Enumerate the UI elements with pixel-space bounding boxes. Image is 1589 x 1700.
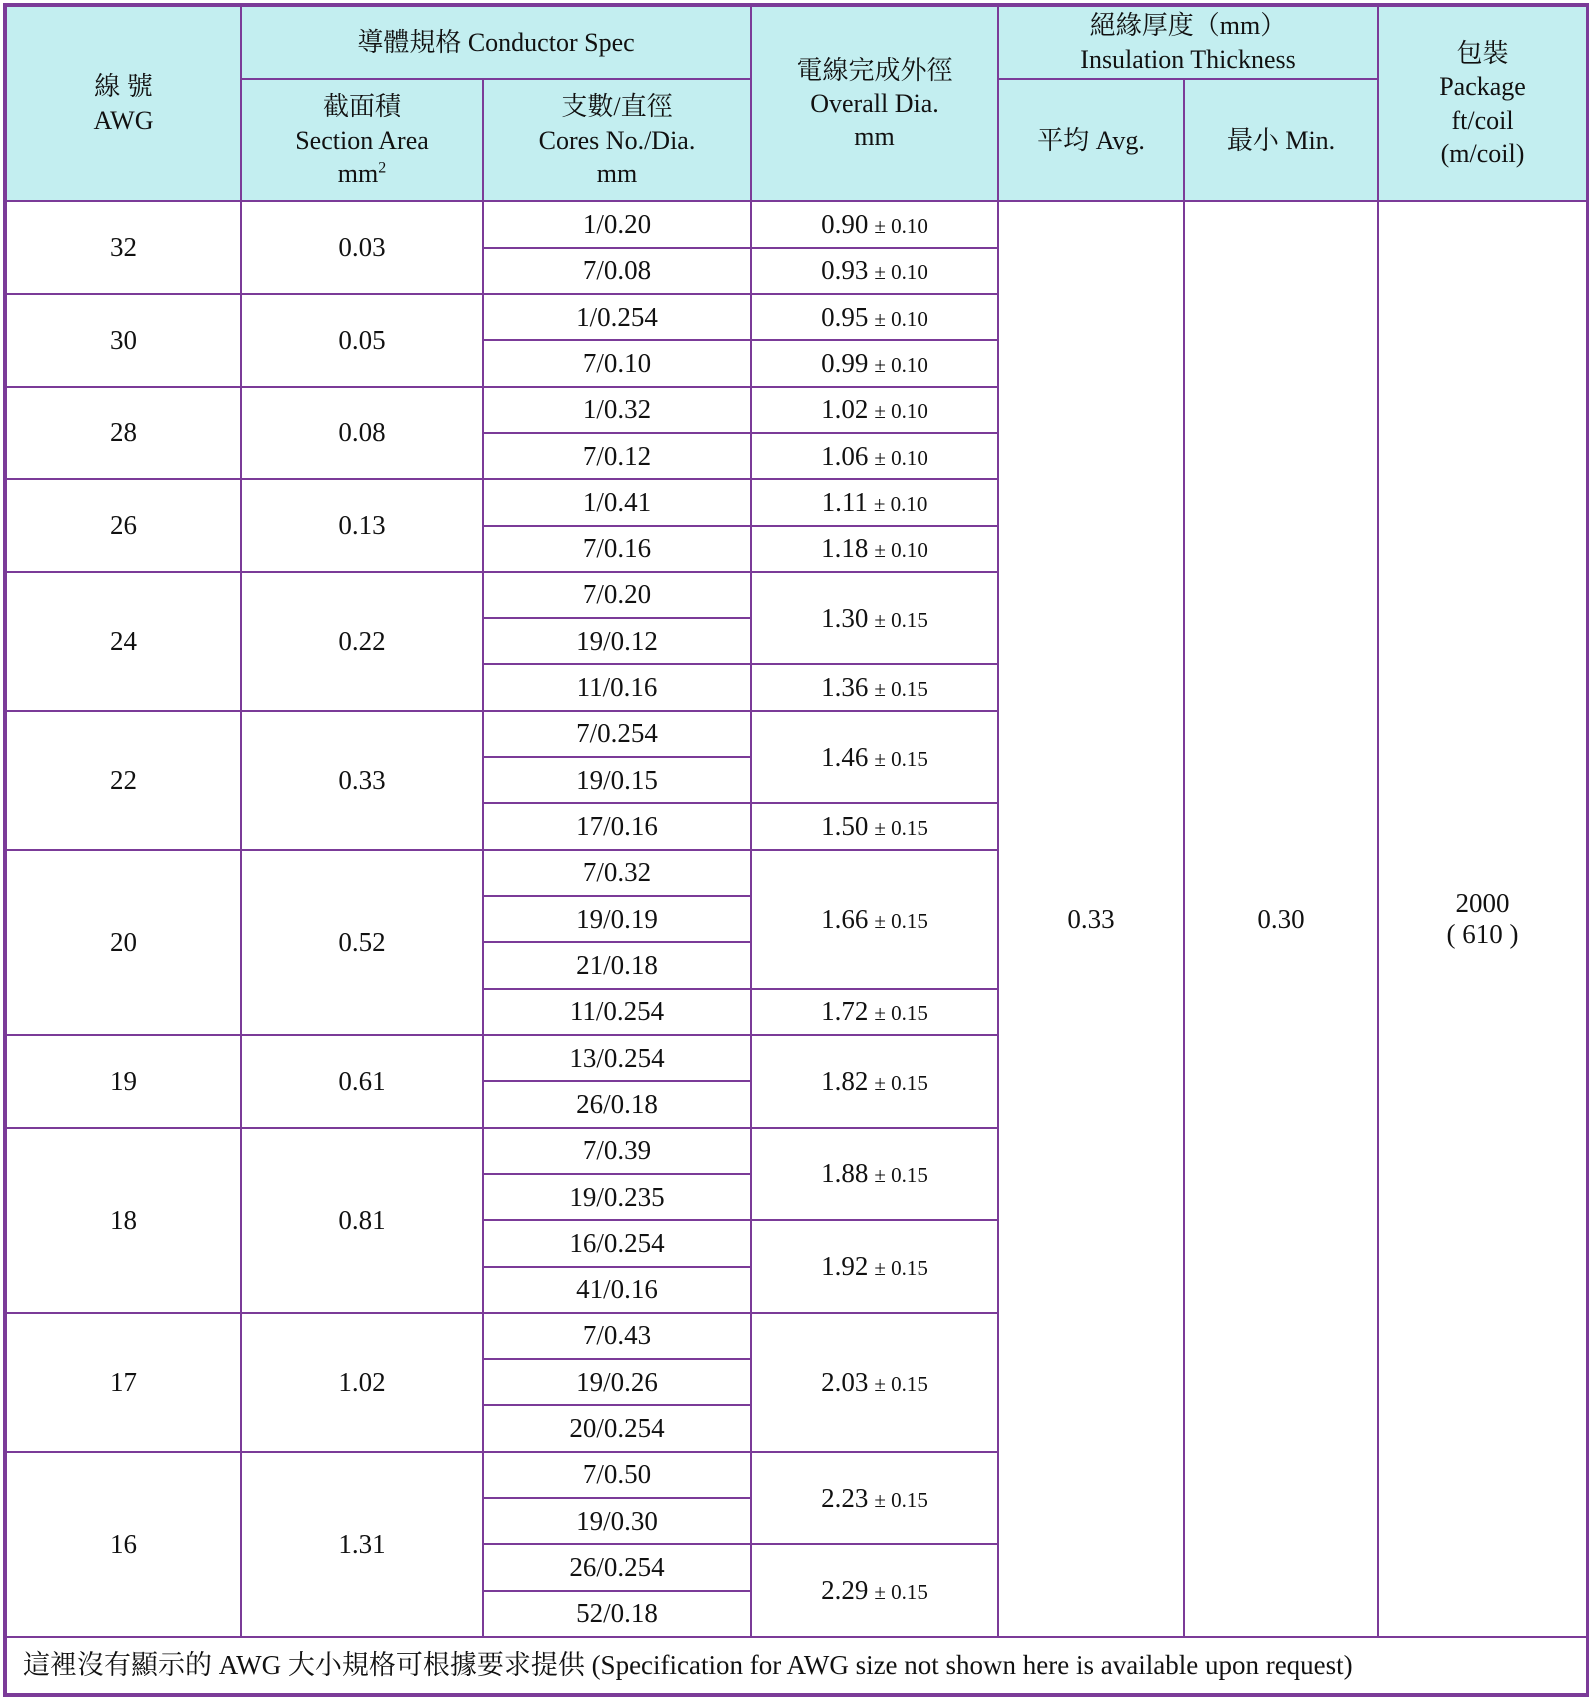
- awg-cell: 24: [5, 572, 241, 711]
- cores-cell: 11/0.254: [483, 989, 751, 1035]
- tolerance-value: ± 0.10: [874, 399, 928, 424]
- section-area-cell: 0.33: [241, 711, 483, 850]
- overall-dia-cell: [751, 340, 998, 386]
- overall-dia-cell: [751, 850, 998, 989]
- insulation-avg-value: 0.33: [998, 201, 1184, 1637]
- overall-dia-cell: [751, 989, 998, 1035]
- cores-cell: 19/0.235: [483, 1174, 751, 1220]
- header-pkg-ft: ft/coil: [1451, 105, 1514, 135]
- tolerance-value: ± 0.15: [874, 1070, 928, 1095]
- overall-dia-cell: [751, 201, 998, 247]
- cores-cell: 19/0.26: [483, 1359, 751, 1405]
- tolerance-value: ± 0.10: [874, 352, 928, 377]
- header-avg: 平均 Avg.: [998, 79, 1184, 201]
- cores-cell: 19/0.19: [483, 896, 751, 942]
- header-package: [1378, 5, 1588, 201]
- overall-dia-cell: [751, 803, 998, 849]
- overall-dia-value: 1.88: [821, 1158, 869, 1189]
- header-cores-en: Cores No./Dia.: [538, 125, 696, 155]
- tolerance-value: ± 0.15: [874, 1371, 928, 1396]
- cores-cell: 7/0.39: [483, 1128, 751, 1174]
- overall-dia-value: 0.93: [821, 255, 869, 286]
- insulation-min-value: 0.30: [1184, 201, 1378, 1637]
- header-pkg-en: Package: [1439, 72, 1526, 102]
- overall-dia-value: 0.99: [821, 347, 869, 378]
- tolerance-value: ± 0.10: [874, 538, 928, 563]
- table-row: [5, 201, 1588, 247]
- overall-dia-value: 2.23: [821, 1482, 869, 1513]
- overall-dia-value: 1.66: [821, 903, 869, 934]
- awg-cell: 22: [5, 711, 241, 850]
- overall-dia-value: 2.03: [821, 1366, 869, 1397]
- header-awg-en: AWG: [93, 105, 154, 135]
- header-cores-cn: 支數/直徑: [561, 92, 673, 122]
- awg-cell: 18: [5, 1128, 241, 1313]
- section-area-cell: 0.22: [241, 572, 483, 711]
- cores-cell: 1/0.41: [483, 479, 751, 525]
- package-m: ( 610 ): [1446, 919, 1519, 950]
- cores-cell: 19/0.30: [483, 1498, 751, 1544]
- section-area-cell: 0.61: [241, 1035, 483, 1128]
- cores-cell: 19/0.15: [483, 757, 751, 803]
- tolerance-value: ± 0.10: [874, 213, 928, 238]
- tolerance-value: ± 0.10: [874, 260, 928, 285]
- cores-cell: 7/0.254: [483, 711, 751, 757]
- package-ft: 2000: [1455, 888, 1510, 919]
- overall-dia-value: 1.50: [821, 811, 869, 842]
- header-awg-cn: 線 號: [94, 72, 153, 102]
- header-od-en: Overall Dia.: [810, 89, 939, 119]
- awg-cell: 19: [5, 1035, 241, 1128]
- header-area-unit-sup: 2: [378, 159, 387, 177]
- cores-cell: 52/0.18: [483, 1591, 751, 1637]
- cores-cell: 7/0.43: [483, 1313, 751, 1359]
- cores-cell: 21/0.18: [483, 942, 751, 988]
- section-area-cell: 1.31: [241, 1452, 483, 1637]
- overall-dia-cell: [751, 1128, 998, 1221]
- overall-dia-value: 1.82: [821, 1065, 869, 1096]
- cores-cell: 13/0.254: [483, 1035, 751, 1081]
- header-min: 最小 Min.: [1184, 79, 1378, 201]
- awg-cell: 16: [5, 1452, 241, 1637]
- tolerance-value: ± 0.15: [874, 908, 928, 933]
- awg-cell: 17: [5, 1313, 241, 1452]
- overall-dia-cell: [751, 711, 998, 804]
- tolerance-value: ± 0.15: [874, 1163, 928, 1188]
- overall-dia-value: 0.95: [821, 301, 869, 332]
- overall-dia-cell: [751, 1035, 998, 1128]
- header-area-en: Section Area: [295, 125, 429, 155]
- overall-dia-cell: [751, 1313, 998, 1452]
- tolerance-value: ± 0.10: [873, 491, 928, 516]
- tolerance-value: ± 0.10: [874, 445, 928, 470]
- overall-dia-cell: [751, 572, 998, 665]
- overall-dia-cell: [751, 294, 998, 340]
- cores-cell: 19/0.12: [483, 618, 751, 664]
- overall-dia-value: 1.72: [821, 996, 869, 1027]
- footnote: 這裡沒有顯示的 AWG 大小規格可根據要求提供 (Specification for AWG size not shown here is available upon request): [5, 1637, 1588, 1695]
- overall-dia-cell: [751, 1544, 998, 1637]
- tolerance-value: ± 0.15: [874, 607, 928, 632]
- cores-cell: 1/0.32: [483, 387, 751, 433]
- tolerance-value: ± 0.15: [874, 816, 928, 841]
- header-cores-unit: mm: [596, 158, 638, 188]
- overall-dia-cell: [751, 526, 998, 572]
- cores-cell: 7/0.20: [483, 572, 751, 618]
- tolerance-value: ± 0.15: [874, 746, 928, 771]
- overall-dia-value: 0.90: [821, 208, 869, 239]
- header-area-cn: 截面積: [322, 92, 401, 122]
- overall-dia-cell: [751, 664, 998, 710]
- header-od-unit: mm: [854, 122, 895, 152]
- awg-cell: 20: [5, 850, 241, 1035]
- overall-dia-value: 2.29: [821, 1575, 869, 1606]
- tolerance-value: ± 0.15: [874, 1487, 928, 1512]
- overall-dia-value: 1.46: [821, 741, 869, 772]
- cores-cell: 11/0.16: [483, 664, 751, 710]
- overall-dia-value: 1.02: [821, 394, 869, 425]
- header-insulation: [998, 5, 1378, 79]
- header-ins-en: Insulation Thickness: [1080, 44, 1296, 74]
- header-overall-dia: [751, 5, 998, 201]
- section-area-cell: 1.02: [241, 1313, 483, 1452]
- tolerance-value: ± 0.15: [874, 1580, 928, 1605]
- cores-cell: 26/0.18: [483, 1081, 751, 1127]
- tolerance-value: ± 0.15: [874, 1001, 928, 1026]
- awg-cell: 28: [5, 387, 241, 480]
- header-od-cn: 電線完成外徑: [796, 55, 953, 85]
- overall-dia-cell: [751, 479, 998, 525]
- header-section-area: [241, 79, 483, 201]
- header-ins-cn: 絕緣厚度（mm）: [1089, 11, 1287, 41]
- awg-cell: 26: [5, 479, 241, 572]
- overall-dia-cell: [751, 387, 998, 433]
- cores-cell: 7/0.16: [483, 526, 751, 572]
- overall-dia-cell: [751, 1220, 998, 1313]
- cores-cell: 16/0.254: [483, 1220, 751, 1266]
- section-area-cell: 0.08: [241, 387, 483, 480]
- cores-cell: 7/0.50: [483, 1452, 751, 1498]
- section-area-cell: 0.03: [241, 201, 483, 294]
- section-area-cell: 0.52: [241, 850, 483, 1035]
- header-area-unit: mm: [337, 158, 379, 188]
- awg-spec-table: [3, 3, 1589, 1697]
- header-cores: [483, 79, 751, 201]
- overall-dia-value: 1.36: [821, 672, 869, 703]
- header-pkg-m: (m/coil): [1440, 138, 1525, 168]
- overall-dia-value: 1.06: [821, 440, 869, 471]
- tolerance-value: ± 0.15: [874, 1255, 928, 1280]
- package-value: [1378, 201, 1588, 1637]
- tolerance-value: ± 0.10: [874, 306, 928, 331]
- cores-cell: 1/0.20: [483, 201, 751, 247]
- cores-cell: 1/0.254: [483, 294, 751, 340]
- cores-cell: 20/0.254: [483, 1405, 751, 1451]
- overall-dia-cell: [751, 433, 998, 479]
- cores-cell: 7/0.08: [483, 248, 751, 294]
- section-area-cell: 0.81: [241, 1128, 483, 1313]
- cores-cell: 17/0.16: [483, 803, 751, 849]
- overall-dia-value: 1.30: [821, 602, 869, 633]
- header-pkg-cn: 包裝: [1456, 39, 1509, 69]
- overall-dia-cell: [751, 248, 998, 294]
- overall-dia-value: 1.92: [821, 1250, 869, 1281]
- awg-cell: 30: [5, 294, 241, 387]
- header-awg: [5, 5, 241, 201]
- header-conductor-spec: 導體規格 Conductor Spec: [241, 5, 751, 79]
- tolerance-value: ± 0.15: [874, 677, 928, 702]
- section-area-cell: 0.05: [241, 294, 483, 387]
- cores-cell: 7/0.32: [483, 850, 751, 896]
- overall-dia-value: 1.18: [821, 533, 869, 564]
- section-area-cell: 0.13: [241, 479, 483, 572]
- cores-cell: 7/0.10: [483, 340, 751, 386]
- cores-cell: 41/0.16: [483, 1267, 751, 1313]
- overall-dia-value: 1.11: [821, 486, 868, 517]
- cores-cell: 26/0.254: [483, 1544, 751, 1590]
- overall-dia-cell: [751, 1452, 998, 1545]
- cores-cell: 7/0.12: [483, 433, 751, 479]
- awg-cell: 32: [5, 201, 241, 294]
